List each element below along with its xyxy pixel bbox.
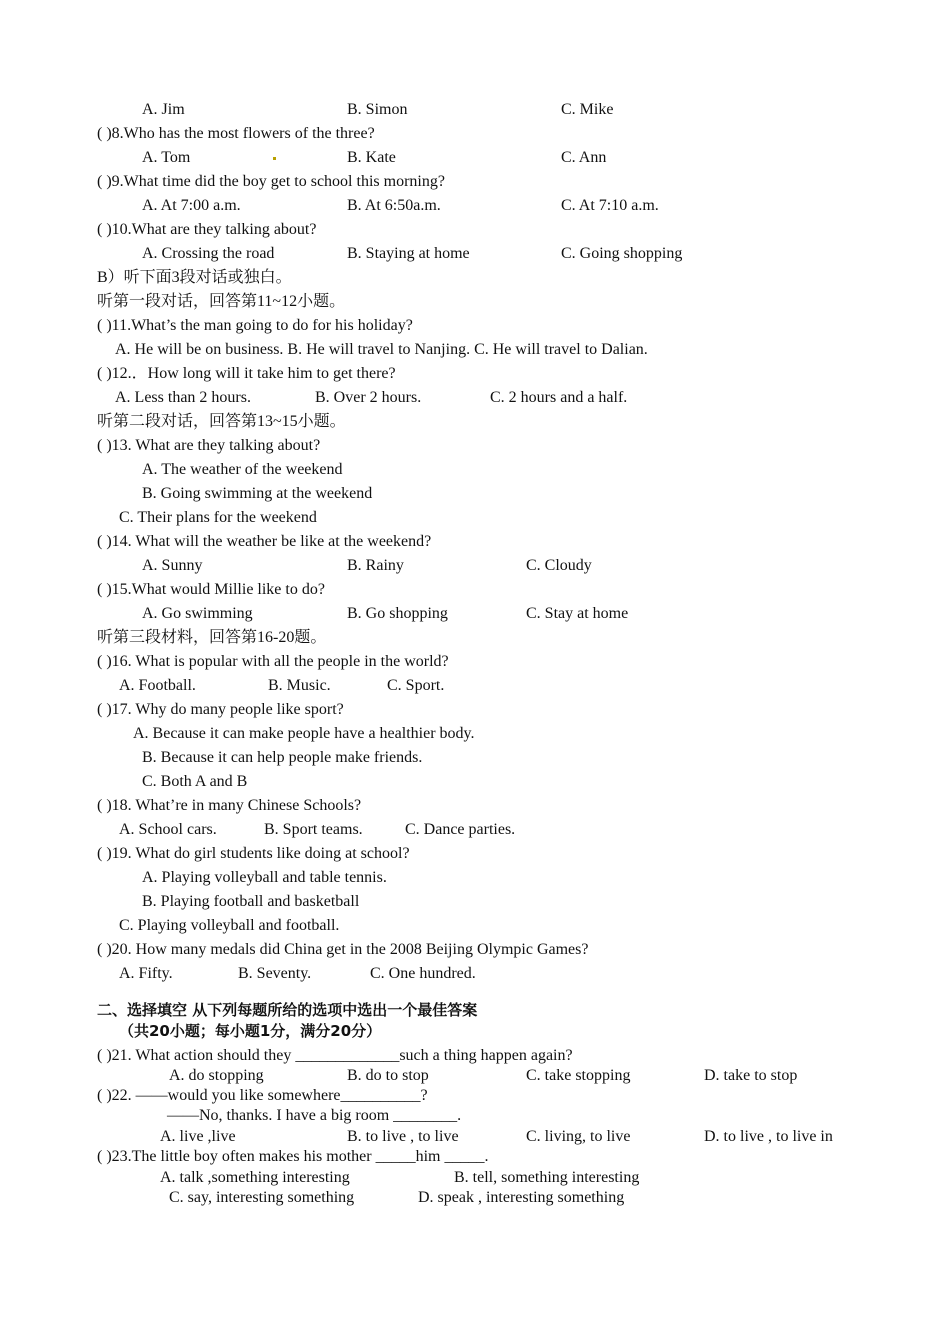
text-line: C. Ann xyxy=(561,149,607,166)
text-line: A. Because it can make people have a healthier body. xyxy=(133,725,475,742)
text-line: B. Playing football and basketball xyxy=(142,893,360,910)
text-line: C. 2 hours and a half. xyxy=(490,389,628,406)
text-line: C. say, interesting something xyxy=(169,1189,355,1206)
text-line: ( )19. What do girl students like doing at school? xyxy=(97,845,410,862)
text-line: ( )21. What action should they _____________such a thing happen again? xyxy=(97,1047,573,1064)
text-line: A. Fifty. xyxy=(119,965,173,982)
text-line: B）听下面3段对话或独白。 xyxy=(97,269,292,286)
text-line: 听第一段对话，回答第11~12小题。 xyxy=(97,293,346,310)
text-line: ( )18. What’re in many Chinese Schools? xyxy=(97,797,362,814)
text-line: ( )13. What are they talking about? xyxy=(97,437,321,454)
text-line: C. One hundred. xyxy=(370,965,476,982)
text-line: D. take to stop xyxy=(704,1067,798,1084)
text-line: B. to live , to live xyxy=(347,1128,459,1145)
text-line: 二、选择填空 从下列每题所给的选项中选出一个最佳答案 xyxy=(97,1001,478,1019)
text-line: ( )8.Who has the most flowers of the three? xyxy=(97,125,375,142)
text-line: ( )17. Why do many people like sport? xyxy=(97,701,344,718)
text-line: B. Rainy xyxy=(347,557,404,574)
text-line: B. Simon xyxy=(347,101,408,118)
text-line: ( )10.What are they talking about? xyxy=(97,221,317,238)
text-line: A. School cars. xyxy=(119,821,217,838)
text-line: A. Jim xyxy=(142,101,185,118)
text-line: B. Seventy. xyxy=(238,965,312,982)
text-line: B. Because it can help people make friends. xyxy=(142,749,423,766)
text-line: （共20小题；每小题1分，满分20分） xyxy=(119,1022,382,1040)
text-line: ( )14. What will the weather be like at the weekend? xyxy=(97,533,432,550)
text-line: C. At 7:10 a.m. xyxy=(561,197,659,214)
text-line: ( )22. ——would you like somewhere__________? xyxy=(97,1087,428,1104)
text-line: 听第二段对话，回答第13~15小题。 xyxy=(97,413,346,430)
text-line: ( )15.What would Millie like to do? xyxy=(97,581,325,598)
text-line: C. Stay at home xyxy=(526,605,629,622)
text-line: A. Tom xyxy=(142,149,191,166)
text-line: ( )16. What is popular with all the people in the world? xyxy=(97,653,449,670)
text-line: B. At 6:50a.m. xyxy=(347,197,441,214)
stray-mark xyxy=(273,157,276,160)
text-line: B. Music. xyxy=(268,677,331,694)
text-line: B. tell, something interesting xyxy=(454,1169,640,1186)
text-line: C. take stopping xyxy=(526,1067,631,1084)
text-line: A. talk ,something interesting xyxy=(160,1169,350,1186)
text-line: C. Dance parties. xyxy=(405,821,516,838)
text-line: A. Playing volleyball and table tennis. xyxy=(142,869,387,886)
text-line: ( )11.What’s the man going to do for his holiday? xyxy=(97,317,413,334)
text-line: D. to live , to live in xyxy=(704,1128,833,1145)
text-line: C. Both A and B xyxy=(142,773,248,790)
text-line: C. Mike xyxy=(561,101,614,118)
text-line: B. Sport teams. xyxy=(264,821,363,838)
text-line: A. do stopping xyxy=(169,1067,264,1084)
text-line: A. Less than 2 hours. xyxy=(115,389,251,406)
text-line: B. Kate xyxy=(347,149,396,166)
text-line: C. Their plans for the weekend xyxy=(119,509,317,526)
text-line: B. Over 2 hours. xyxy=(315,389,422,406)
text-line: ( )9.What time did the boy get to school this morning? xyxy=(97,173,445,190)
text-line: A. live ,live xyxy=(160,1128,236,1145)
text-line: B. Going swimming at the weekend xyxy=(142,485,373,502)
text-line: C. Playing volleyball and football. xyxy=(119,917,340,934)
text-line: D. speak , interesting something xyxy=(418,1189,625,1206)
text-line: A. The weather of the weekend xyxy=(142,461,343,478)
text-line: C. living, to live xyxy=(526,1128,631,1145)
text-line: C. Going shopping xyxy=(561,245,683,262)
text-line: B. do to stop xyxy=(347,1067,429,1084)
text-line: B. Staying at home xyxy=(347,245,470,262)
text-line: ( )12.．How long will it take him to get there? xyxy=(97,365,396,382)
text-line: A. Go swimming xyxy=(142,605,253,622)
text-line: A. Crossing the road xyxy=(142,245,275,262)
text-line: 听第三段材料，回答第16-20题。 xyxy=(97,629,327,646)
text-line: C. Sport. xyxy=(387,677,445,694)
text-line: A. He will be on business. B. He will travel to Nanjing. C. He will travel to Dalian. xyxy=(115,341,648,358)
text-line: B. Go shopping xyxy=(347,605,448,622)
text-line: ——No, thanks. I have a big room ________. xyxy=(167,1107,462,1124)
text-line: ( )20. How many medals did China get in the 2008 Beijing Olympic Games? xyxy=(97,941,589,958)
text-line: A. Sunny xyxy=(142,557,203,574)
text-line: ( )23.The little boy often makes his mother _____him _____. xyxy=(97,1148,489,1165)
text-line: A. Football. xyxy=(119,677,196,694)
text-line: C. Cloudy xyxy=(526,557,592,574)
text-line: A. At 7:00 a.m. xyxy=(142,197,241,214)
